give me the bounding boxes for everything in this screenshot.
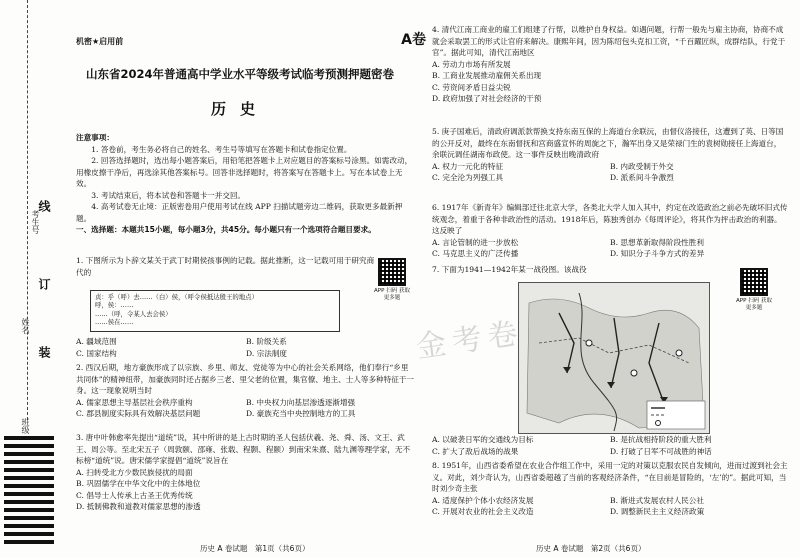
q4-option-d[interactable]: D. 政府加强了对社会经济的干预 [432, 94, 542, 104]
question-8-stem: 8. 1951年，山西省委希望在农业合作组工作中，采用一定的对策以克服农民自发倾向，进而过渡到社会主义。对此，刘少奇认为，山西省委超越了当前的客观经济条件，“在目前是冒险的，‘左’的”。据此可知，当时刘少奇主张 [432, 461, 788, 494]
q3-option-b[interactable]: B. 巩固儒学在中华文化中的主体地位 [76, 479, 201, 489]
q2-option-d[interactable]: D. 豪族充当中央控制地方的工具 [246, 409, 356, 419]
notice-3: 3. 考试结束后，将本试卷和答题卡一并交回。 [91, 190, 246, 200]
qr-code-2[interactable] [740, 268, 768, 296]
q2-option-b[interactable]: B. 中央权力向基层渗透逐渐增强 [246, 397, 356, 407]
box-line-1: 贞：乎（呼）去……（白）侯，（呼令侯抵达殷王的地点） [95, 293, 258, 301]
q4-option-a[interactable]: A. 劳动力市场有所发展 [432, 59, 511, 69]
right-column [414, 0, 792, 558]
question-2 [76, 362, 416, 420]
section-1-header: 一、选择题：本题共15小题，每小题3分，共45分。每小题只有一个选项符合题目要求。 [76, 225, 376, 235]
question-1-stem: 1. 下图所示为卜辞文某关于武丁时期侯孩事例的记载。据此推断，这一记载可用于研究商代的 [76, 256, 375, 277]
question-4-stem: 4. 清代江南工商业的雇工们组建了行帮，以维护自身权益。如遇问题，行帮一般先与雇主协商，协商不成就会采取罢工的形式让官府来解决。康熙年间，因为陈绍包头克扣工资，“千百躍匠纵，成群结队，行党于官”。据此可知，清代江南地区 [432, 25, 786, 58]
xingming-label: 姓名 [21, 318, 30, 334]
question-3 [76, 432, 416, 513]
q1-option-b[interactable]: B. 阶级关系 [246, 337, 287, 346]
left-column [60, 0, 426, 558]
question-3-stem: 3. 唐中叶韩愈率先提出“道统”说，其中所讲的是上古时期的圣人包括伏羲、尧、舜、汤、文王、武王、周公等。至北宋五子（周敦颐、邵雍、张载、程颢、程颐）到南宋朱熹、陆九渊等理学家，无不标榜“道统”说。唐宋儒学家提倡“道统”说旨在 [76, 433, 411, 466]
notice-2: 2. 回答选择题时，选出每小题答案后，用铅笔把答题卡上对应题目的答案标号涂黑。如需改动，用橡皮擦干净后，再选涂其他答案标号。回答非选择题时，将答案写在答题卡上。写在本试卷上无效。 [76, 156, 413, 189]
question-7-options [432, 434, 788, 457]
q6-option-a[interactable]: A. 言论管制的进一步放松 [432, 237, 519, 247]
q2-option-c[interactable]: C. 郡县制度实际具有效解决基层问题 [76, 409, 201, 419]
qr-caption-2: APP 扫码 获取更多题 [736, 298, 772, 311]
q5-option-b[interactable]: B. 内政受制于外交 [610, 161, 674, 171]
q8-option-d[interactable]: D. 调整新民主主义经济政策 [610, 507, 705, 517]
notice-1: 1. 答卷前，考生务必将自己的姓名、考生号等填写在答题卡和试卷指定位置。 [91, 144, 352, 154]
watermark: 金考卷 [414, 315, 526, 366]
question-1-options [76, 336, 416, 359]
q1-option-d[interactable]: D. 宗法制度 [246, 348, 288, 358]
secret-label: 机密★启用前 [76, 37, 124, 46]
qr-caption: APP 扫码 获取更多题 [374, 288, 410, 301]
ding-mark: 订 [37, 278, 51, 290]
q6-option-b[interactable]: B. 思想革新取得阶段性胜利 [610, 237, 704, 247]
notices [76, 132, 416, 236]
q5-option-a[interactable]: A. 权力一元化的特征 [432, 161, 504, 171]
q5-option-c[interactable]: C. 完全沦为列强工具 [432, 173, 504, 183]
notice-4: 4. 高考试卷无止境：正版密卷用户使用考试在线 APP 扫描试题旁边二维码，获取更多最新押题。 [76, 202, 403, 223]
oracle-inscription-box [90, 290, 340, 332]
binding-margin [0, 0, 58, 558]
q6-option-d[interactable]: D. 知识分子斗争方式的差异 [610, 249, 705, 259]
box-line-2: 呼，侯：…… [95, 301, 134, 310]
question-5-stem: 5. 庚子国难后，清政府调派款帮换支持东南互保的上海道台余联沅，由督仪洛接任，这遭到了英、日等国的公开反对，最终在东南督抚和宫商盛宣怀的周旋之下，瀚军出身又是荣禄门生的袁树勋接任上海道台，余联沅调任湖南布政使。这一事件反映出晚清政府 [432, 127, 784, 160]
question-7 [432, 264, 732, 276]
barcode [4, 436, 54, 556]
question-5 [432, 126, 788, 184]
q8-option-b[interactable]: B. 渐进式发展农村人民公社 [610, 495, 704, 505]
q7-option-d[interactable]: D. 打破了日军不可战胜的神话 [610, 446, 712, 456]
subject-title: 历史 [210, 100, 269, 118]
q4-option-c[interactable]: C. 劳资间矛盾日益尖锐 [432, 82, 511, 92]
question-8 [432, 460, 788, 518]
qr-code[interactable] [378, 258, 406, 286]
q1-option-c[interactable]: C. 国家结构 [76, 348, 117, 358]
kaosheng-hao-label: 考生号 [31, 210, 40, 234]
battle-map-drawing [519, 283, 709, 433]
exam-title: 山东省2024年普通高中学业水平等级考试临考预测押题密卷 [85, 67, 394, 81]
battle-map [518, 282, 710, 434]
page-footer-1: 历史 A 卷试题 第1页（共6页） [200, 543, 310, 553]
question-2-stem: 2. 西汉后期，地方豪族形成了以宗族、乡里、师友、党徒等为中心的社会关系网络，他们奉行“乡里共同体”的精神纽带，加豪族同时还占据乡三老、里父老的位置，集官僚、地主、士人等多种特征于一身。这一现象说明当时 [76, 363, 415, 396]
question-4 [432, 24, 788, 105]
q3-option-c[interactable]: C. 倡导士人传承上古圣王优秀传统 [76, 490, 193, 500]
box-line-4: ……侯在…… [95, 317, 134, 326]
q1-option-a[interactable]: A. 疆域范围 [76, 337, 117, 346]
notice-title: 注意事项： [76, 133, 114, 142]
q8-option-c[interactable]: C. 开展对农业的社会主义改造 [432, 507, 534, 517]
q7-option-c[interactable]: C. 扩大了敌后战场的战果 [432, 446, 519, 456]
q6-option-c[interactable]: C. 马克思主义的广泛传播 [432, 249, 519, 259]
q8-option-a[interactable]: A. 适度保护个体小农经济发展 [432, 495, 534, 505]
page-footer-2: 历史 A 卷试题 第2页（共6页） [536, 543, 646, 553]
q3-option-d[interactable]: D. 抵制佛教和道教对儒家思想的渗透 [76, 502, 201, 512]
cut-line [27, 0, 28, 420]
q2-option-a[interactable]: A. 儒家思想主导基层社会秩序重构 [76, 397, 193, 407]
question-6-stem: 6. 1917年《新青年》编辑部迁往北京大学，各类北大学人加入其中，约定在改造政治之前必先破坏旧式传统观念，着重于各种非政治性的活动。1918年后，陈独秀创办《每周评论》，将其作为抨击政治的利器。这反映了 [432, 203, 788, 236]
q7-option-a[interactable]: A. 以破袭日军的交通线为目标 [432, 435, 534, 444]
q3-option-a[interactable]: A. 扫转受北方少数民族侵扰的局面 [76, 467, 193, 477]
q7-option-b[interactable]: B. 是抗战相持阶段的重大胜利 [610, 435, 712, 444]
question-6 [432, 202, 788, 260]
question-1 [76, 255, 376, 278]
paper-version: A卷 [401, 32, 426, 48]
question-7-stem: 7. 下面为1941—1942年某一战役图。该战役 [432, 265, 587, 274]
xian-mark: 线 [37, 200, 51, 212]
q5-option-d[interactable]: D. 派系间斗争激烈 [610, 173, 674, 183]
zhuang-mark: 装 [37, 346, 51, 358]
q4-option-b[interactable]: B. 工商业发展推动雇佣关系出现 [432, 71, 542, 81]
banji-label: 班级 [21, 418, 30, 434]
box-line-3: ……（呼，令某人去会侯） [95, 309, 172, 318]
